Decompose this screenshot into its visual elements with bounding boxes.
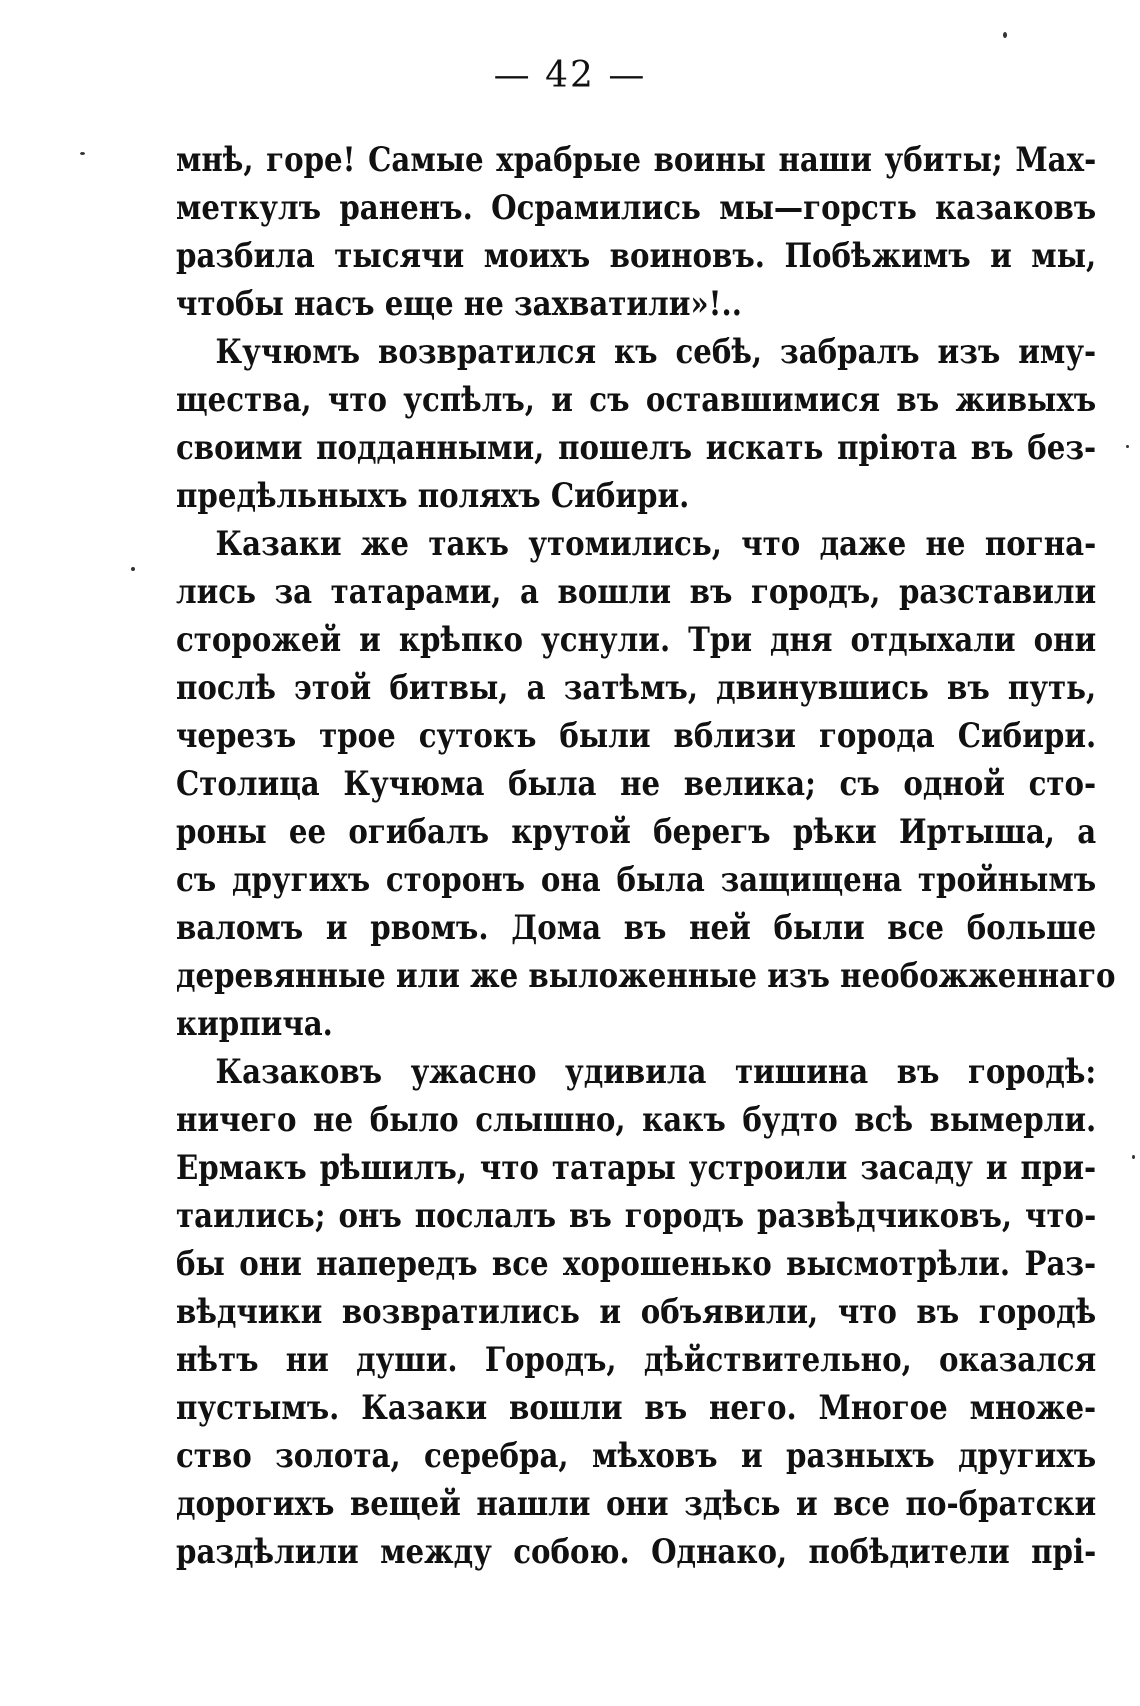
text-line: чтобы насъ еще не захватили»!.. bbox=[176, 284, 742, 324]
text-line: Казаковъ ужасно удивила тишина въ городѣ: bbox=[215, 1052, 1097, 1092]
scan-speck bbox=[1132, 1155, 1135, 1159]
text-line: дорогихъ вещей нашли они здѣсь и все по-братски bbox=[176, 1484, 1097, 1524]
paragraph-1 bbox=[176, 136, 1096, 328]
text-line: разбила тысячи моихъ воиновъ. Побѣжимъ и мы, bbox=[176, 236, 1097, 276]
text-line: своими подданными, пошелъ искать пріюта въ без- bbox=[176, 428, 1097, 468]
text-line: таились; онъ послалъ въ городъ развѣдчиковъ, что- bbox=[176, 1196, 1097, 1236]
text-line: сторожей и крѣпко уснули. Три дня отдыхали они bbox=[176, 620, 1097, 660]
scan-speck bbox=[131, 567, 135, 571]
paragraph-2 bbox=[176, 328, 1096, 520]
text-line: мнѣ, горе! Самые храбрые воины наши убиты; Мах- bbox=[176, 140, 1097, 180]
text-line: бы они напередъ все хорошенько высмотрѣли. Раз- bbox=[176, 1244, 1097, 1284]
text-line: пустымъ. Казаки вошли въ него. Многое множе- bbox=[176, 1388, 1097, 1428]
text-line: Ермакъ рѣшилъ, что татары устроили засаду и при- bbox=[176, 1148, 1097, 1188]
paragraph-3 bbox=[176, 520, 1116, 1048]
text-line: Кучюмъ возвратился къ себѣ, забралъ изъ иму- bbox=[215, 332, 1097, 372]
text-line: валомъ и рвомъ. Дома въ ней были все больше bbox=[176, 908, 1097, 948]
text-line: предѣльныхъ поляхъ Сибири. bbox=[176, 476, 690, 516]
text-line: ничего не было слышно, какъ будто всѣ вымерли. bbox=[176, 1100, 1097, 1140]
scan-speck bbox=[80, 152, 85, 155]
text-line: нѣтъ ни души. Городъ, дѣйствительно, оказался bbox=[176, 1340, 1097, 1380]
text-line: меткулъ раненъ. Осрамились мы—горсть казаковъ bbox=[176, 188, 1097, 228]
scan-speck bbox=[1126, 445, 1129, 448]
scan-speck bbox=[1003, 32, 1007, 38]
text-line: лись за татарами, а вошли въ городъ, разставили bbox=[176, 572, 1097, 612]
text-line: Казаки же такъ утомились, что даже не погна- bbox=[215, 524, 1097, 564]
text-line: черезъ трое сутокъ были вблизи города Сибири. bbox=[176, 716, 1097, 756]
text-line: деревянные или же выложенные изъ необожженнаго bbox=[176, 956, 1116, 996]
text-line: щества, что успѣлъ, и съ оставшимися въ живыхъ bbox=[176, 380, 1097, 420]
text-line: Столица Кучюма была не велика; съ одной сто- bbox=[176, 764, 1097, 804]
page-number: — 42 — bbox=[493, 55, 647, 96]
body-text bbox=[176, 136, 1116, 1576]
paragraph-4 bbox=[176, 1048, 1096, 1576]
text-line: послѣ этой битвы, а затѣмъ, двинувшись въ путь, bbox=[176, 668, 1097, 708]
text-line: роны ее огибалъ крутой берегъ рѣки Иртыша, а bbox=[176, 812, 1097, 852]
text-line: ство золота, серебра, мѣховъ и разныхъ другихъ bbox=[176, 1436, 1097, 1476]
text-line: съ другихъ сторонъ она была защищена тройнымъ bbox=[176, 860, 1097, 900]
text-line: кирпича. bbox=[176, 1004, 333, 1044]
text-line: вѣдчики возвратились и объявили, что въ городѣ bbox=[176, 1292, 1097, 1332]
text-line: раздѣлили между собою. Однако, побѣдители прі- bbox=[176, 1532, 1097, 1572]
